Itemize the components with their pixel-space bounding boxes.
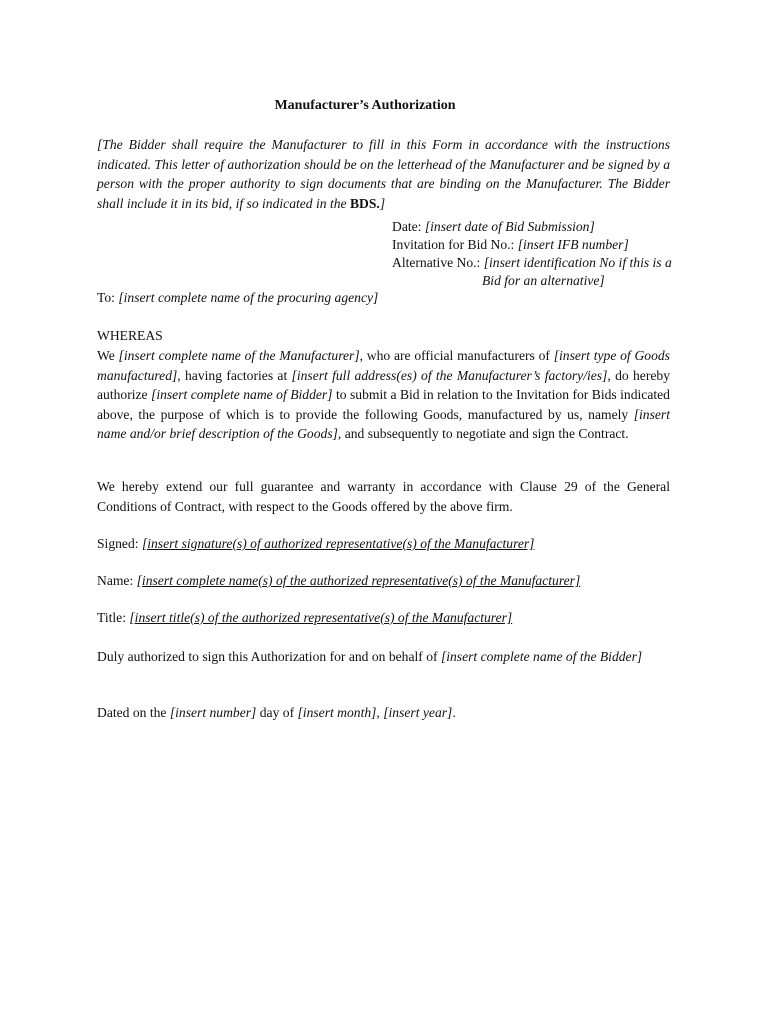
bidder-name-placeholder: [insert complete name of Bidder]: [151, 387, 333, 403]
signed-value: [insert signature(s) of authorized representative(s) of the Manufacturer]: [141, 536, 535, 551]
alt-no-value: [insert identification No if this is a: [483, 255, 672, 270]
body-text-3: , having factories at: [177, 367, 292, 383]
to-line: [97, 288, 670, 308]
alt-no-label: Alternative No.:: [392, 255, 484, 270]
dated-text-3: .: [452, 705, 456, 720]
factory-address-placeholder: [insert full address(es) of the Manufacturer’s factory/ies]: [291, 367, 608, 383]
intro-end: ]: [379, 195, 386, 211]
intro-text: [The Bidder shall require the Manufacturer to fill in this Form in accordance with the instructions indicated. This letter of authorization should be on the letterhead of the Manufacturer and be signed by a person with the proper authority to sign documents that are binding on the Manufacturer. The Bidder shall include it in its bid, if so indicated in the: [97, 137, 670, 211]
page-title: Manufacturer’s Authorization: [274, 98, 456, 113]
intro-bds: BDS.: [349, 195, 380, 211]
to-label: To:: [97, 290, 119, 305]
signed-line: [97, 534, 670, 554]
body-text-2: , who are official manufacturers of: [359, 348, 554, 363]
name-label: Name:: [97, 573, 137, 588]
whereas-heading: WHEREAS: [97, 328, 163, 343]
bid-info-block: [392, 218, 692, 290]
goods-description-placeholder: [insert name and/or brief description of the Goods],: [97, 406, 670, 442]
name-line: [97, 571, 670, 591]
alt-no-line: [392, 254, 692, 272]
body-text-6: and subsequently to negotiate and sign the Contract.: [341, 426, 629, 442]
manufacturer-name-placeholder: [insert complete name of the Manufacturer]: [118, 348, 360, 363]
bid-no-label: Invitation for Bid No.:: [392, 237, 518, 252]
guarantee-paragraph: We hereby extend our full guarantee and warranty in accordance with Clause 29 of the General Conditions of Contract, with respect to the Goods offered by the above firm.: [97, 479, 670, 514]
dated-number-placeholder: [insert number]: [169, 705, 257, 720]
body-text-5: to submit a Bid in relation to the Invitation for Bids indicated above, the purpose of which is to provide the following Goods, manufactured by us, namely: [97, 387, 670, 422]
dated-text-1: Dated on the: [97, 705, 170, 720]
date-label: Date:: [392, 219, 425, 234]
title-label: Title:: [97, 610, 130, 625]
authorization-body: [97, 346, 670, 444]
dated-text-2: day of: [256, 705, 298, 720]
body-text-4: , do hereby authorize: [97, 367, 670, 403]
name-value: [insert complete name(s) of the authorized representative(s) of the Manufacturer]: [136, 573, 581, 588]
bid-no-line: [392, 236, 692, 254]
title-value: [insert title(s) of the authorized representative(s) of the Manufacturer]: [129, 610, 513, 625]
bid-no-value: [insert IFB number]: [517, 237, 629, 252]
dated-line: [97, 703, 670, 723]
to-value: [insert complete name of the procuring agency]: [118, 290, 379, 305]
title-line: [97, 608, 670, 628]
intro-instructions: [97, 135, 670, 213]
date-value: [insert date of Bid Submission]: [424, 219, 595, 234]
dated-month-year-placeholder: [insert month], [insert year]: [297, 705, 453, 720]
date-line: [392, 218, 692, 236]
goods-type-placeholder: [insert type of Goods manufactured]: [97, 348, 670, 383]
signed-label: Signed:: [97, 536, 142, 551]
duly-text: Duly authorized to sign this Authorization for and on behalf of: [97, 649, 441, 664]
duly-authorized-paragraph: [97, 647, 670, 667]
duly-bidder-placeholder: [insert complete name of the Bidder]: [440, 649, 643, 664]
alt-no-value-cont: Bid for an alternative]: [482, 273, 605, 288]
body-text-1: We: [97, 348, 119, 363]
